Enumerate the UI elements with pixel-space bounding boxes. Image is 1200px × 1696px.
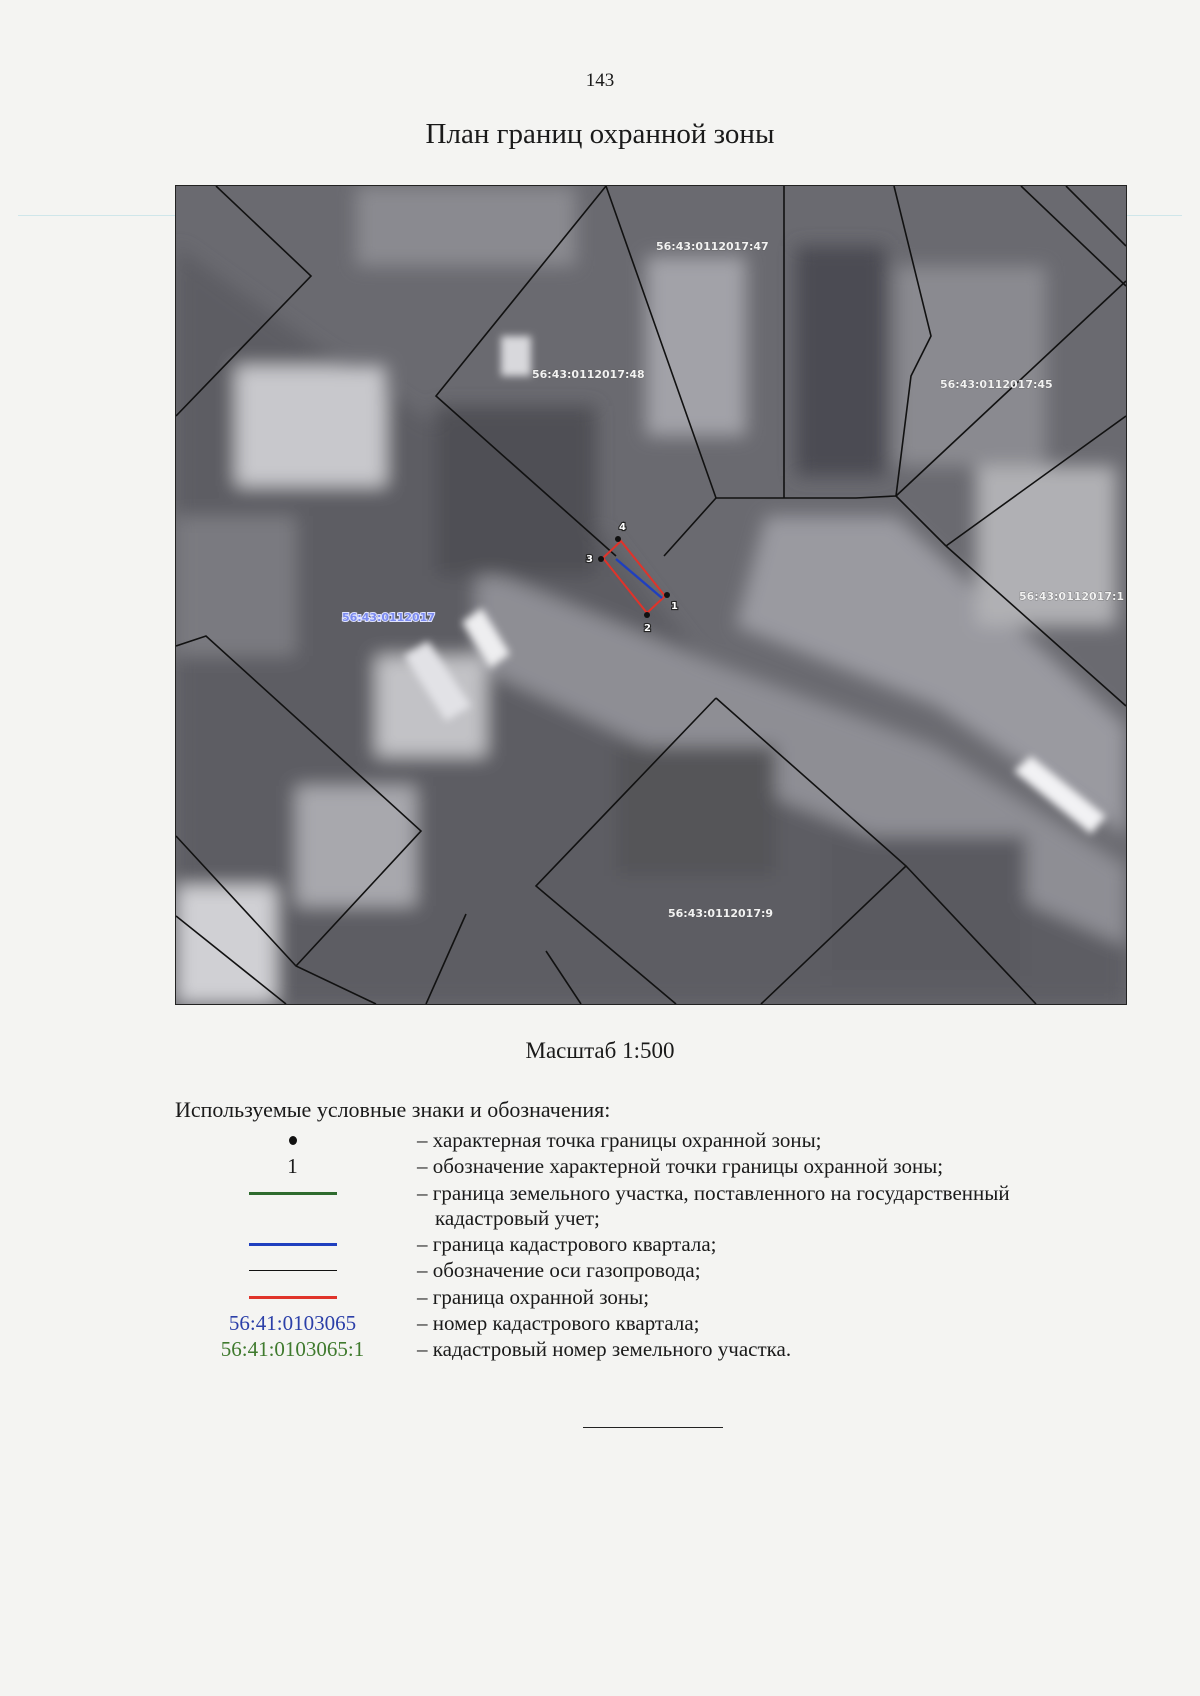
parcel-label-45: 56:43:0112017:45 <box>940 378 1053 391</box>
legend-desc: кадастровый учет; <box>435 1206 600 1230</box>
map-scale: Масштаб 1:500 <box>525 1038 675 1063</box>
parcel-label-1: 56:43:0112017:1 <box>1019 590 1125 603</box>
parcel-label-47: 56:43:0112017:47 <box>656 240 769 253</box>
point-label-3: 3 <box>586 554 593 565</box>
legend-desc: – граница охранной зоны; <box>417 1285 650 1309</box>
dot-icon <box>289 1136 297 1145</box>
aerial-photo <box>176 186 1126 1004</box>
separator-line <box>583 1427 723 1428</box>
point-label-2: 2 <box>644 623 651 634</box>
legend-desc: – обозначение характерной точки границы охранной зоны; <box>417 1154 944 1178</box>
red-line-icon <box>249 1296 337 1299</box>
point-4-marker <box>615 536 621 542</box>
parcel-number-sample: 56:41:0103065:1 <box>220 1337 365 1361</box>
green-line-icon <box>249 1192 337 1195</box>
point-label-4: 4 <box>619 522 626 533</box>
point-label-1: 1 <box>671 601 678 612</box>
legend-desc: – граница земельного участка, поставленного на государственный <box>417 1181 1010 1205</box>
parcel-label-48: 56:43:0112017:48 <box>532 368 645 381</box>
quarter-label: 56:43:0112017 <box>342 611 435 624</box>
legend-desc: – номер кадастрового квартала; <box>417 1311 700 1335</box>
legend-desc: – обозначение оси газопровода; <box>417 1258 701 1282</box>
legend-title: Используемые условные знаки и обозначения: <box>175 1097 611 1122</box>
point-2-marker <box>644 612 650 618</box>
cadastral-map <box>176 186 1126 1004</box>
map-frame[interactable] <box>175 185 1127 1005</box>
blue-line-icon <box>249 1243 337 1246</box>
point-3-marker <box>598 556 604 562</box>
parcel-label-9: 56:43:0112017:9 <box>668 907 774 920</box>
quarter-number-sample: 56:41:0103065 <box>228 1311 357 1335</box>
point-1-marker <box>664 592 670 598</box>
legend-desc: – граница кадастрового квартала; <box>417 1232 717 1256</box>
page-number: 143 <box>585 70 615 91</box>
legend-desc: – кадастровый номер земельного участка. <box>417 1337 792 1361</box>
black-line-icon <box>249 1270 337 1271</box>
legend-desc: – характерная точка границы охранной зоны; <box>417 1128 822 1152</box>
point-number-symbol: 1 <box>287 1154 298 1178</box>
page-title: План границ охранной зоны <box>425 118 775 150</box>
